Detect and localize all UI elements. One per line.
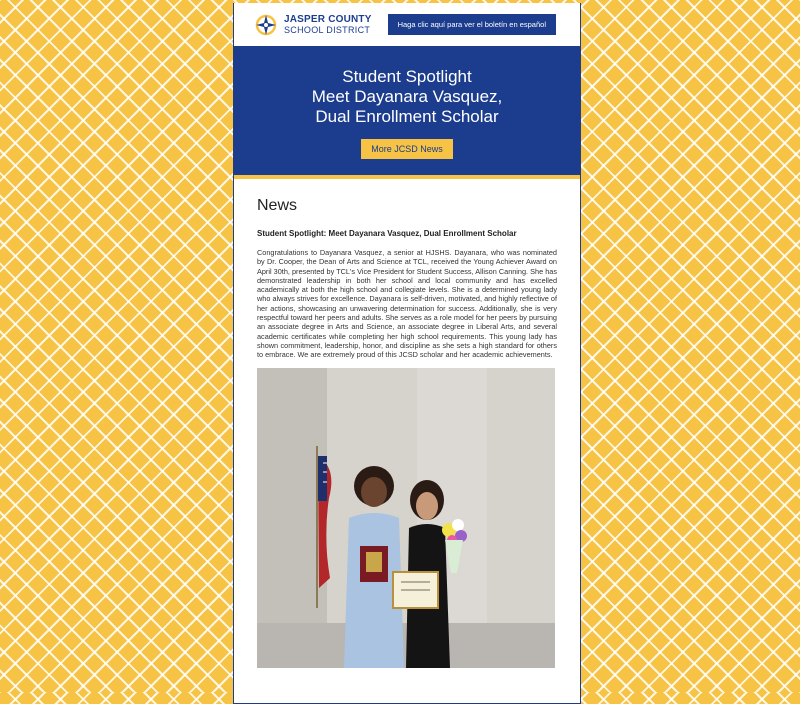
logo-line-1: JASPER COUNTY — [284, 13, 372, 25]
hero-title-line-3: Dual Enrollment Scholar — [315, 107, 499, 126]
hero-title — [234, 67, 580, 127]
logo-text — [284, 14, 372, 36]
header-bar — [234, 3, 580, 49]
compass-logo-icon — [254, 13, 278, 37]
hero-title-line-2: Meet Dayanara Vasquez, — [311, 87, 503, 106]
more-news-button[interactable]: More JCSD News — [361, 139, 453, 159]
news-section — [234, 179, 580, 668]
section-title: News — [257, 197, 298, 214]
hero-title-line-1: Student Spotlight — [342, 67, 472, 86]
article-body: Congratulations to Dayanara Vasquez, a senior at HJSHS. Dayanara, who was nominated by Dr. Cooper, the Dean of Arts and Science at TCL, received the Young Achiever Award on April 30th, presented by TCL's Vice President for Student Success, Allison Canning. She has demonstrated leadership in both her school and local community and has excelled academically at both the high school and collegiate levels. She is a determined young lady who always strives for excellence. Dayanara is self-driven, motivated, and highly reflective of her actions, showcasing an unwavering determination for success. Additionally, she is very respectful toward her peers and adults. She serves as a role model for her peers by pursuing an associate degree in Arts and Science, an associate degree in Liberal Arts, and several academic certificates while completing her high school requirements. This young lady has shown commitment, leadership, honor, and discipline as she sets a high standard for others to embrace. We are extremely proud of this JCSD scholar and her academic achievements. — [257, 248, 557, 360]
spanish-version-button[interactable]: Haga clic aquí para ver el boletín en español — [388, 14, 556, 35]
hero-banner — [234, 49, 580, 179]
district-logo[interactable] — [254, 13, 372, 37]
newsletter-email — [233, 3, 581, 704]
logo-line-2: SCHOOL DISTRICT — [284, 24, 371, 35]
article-title: Student Spotlight: Meet Dayanara Vasquez, Dual Enrollment Scholar — [257, 229, 517, 238]
award-photo — [257, 368, 555, 668]
award-photo-illustration — [257, 368, 555, 668]
